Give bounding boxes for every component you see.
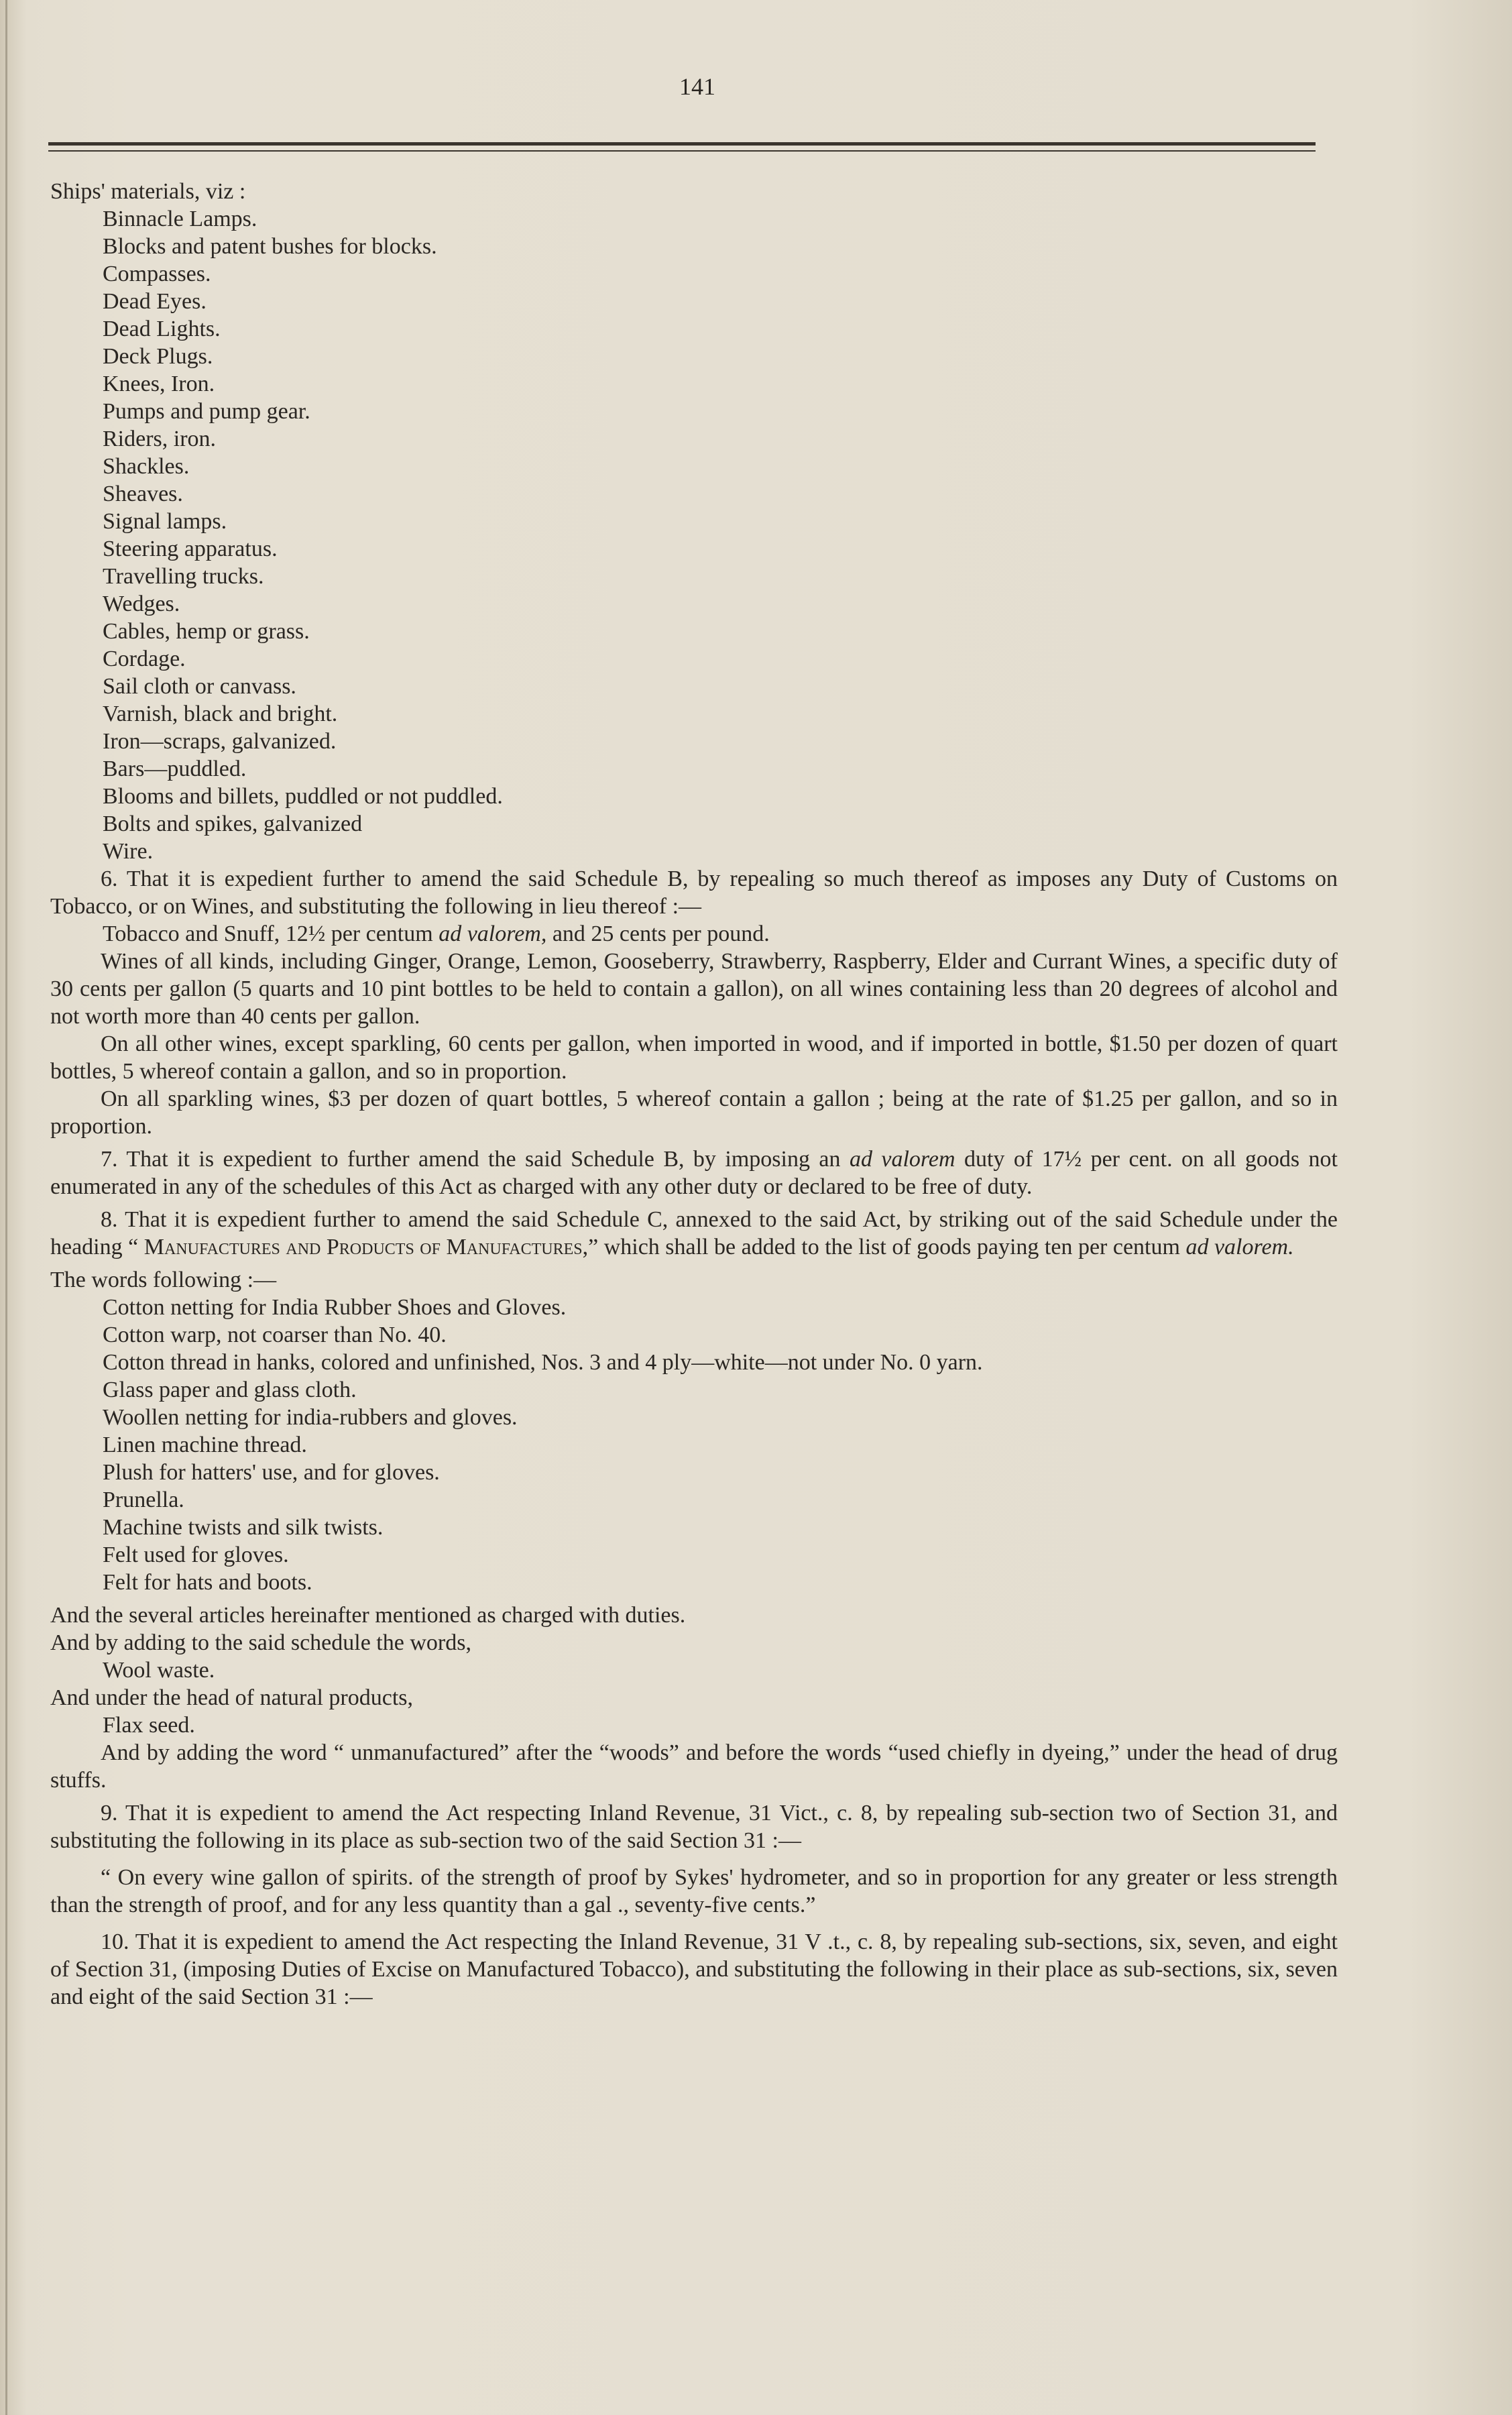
manufactures-item: Woollen netting for india-rubbers and gloves. bbox=[103, 1405, 518, 1430]
ships-material-item: Pumps and pump gear. bbox=[103, 399, 310, 424]
p7-text-b: duty of 17½ per cent. on all goods not enumerated in any of the schedules of this Act as charged with any other duty or declared to be free of duty. bbox=[50, 1147, 1338, 1199]
manufactures-item: Cotton warp, not coarser than No. 40. bbox=[103, 1323, 447, 1347]
tobacco-text-b: and 25 cents per pound. bbox=[546, 921, 770, 946]
words-following: The words following :— bbox=[50, 1268, 277, 1292]
manufactures-item: Prunella. bbox=[103, 1487, 184, 1512]
page-number: 141 bbox=[679, 73, 715, 100]
manufactures-item: Glass paper and glass cloth. bbox=[103, 1378, 357, 1402]
ships-material-item: Dead Eyes. bbox=[103, 289, 207, 314]
p7-ad-valorem: ad valorem bbox=[849, 1147, 955, 1172]
paragraph-10: 10. That it is expedient to amend the Act respecting the Inland Revenue, 31 V .t., c. 8, by repealing sub-sections, six, seven, and eight of Section 31, (imposing Duties of Excise on Manufactured Tobacco), and substituting the following in their place as sub-sections, six, seven and eight of the said Section 31 :— bbox=[50, 1929, 1338, 2009]
p8-ad-valorem: ad valorem. bbox=[1185, 1235, 1294, 1259]
page-spine bbox=[5, 0, 7, 2415]
ships-material-item: Knees, Iron. bbox=[103, 372, 215, 396]
several-articles: And the several articles hereinafter mentioned as charged with duties. bbox=[50, 1603, 686, 1628]
ships-material-item: Blooms and billets, puddled or not puddled. bbox=[103, 784, 503, 809]
ships-material-item: Deck Plugs. bbox=[103, 344, 213, 369]
ships-material-item: Wire. bbox=[103, 839, 154, 864]
wines-all-kinds: Wines of all kinds, including Ginger, Orange, Lemon, Gooseberry, Strawberry, Raspberry, Elder and Currant Wines, a specific duty of 30 cents per gallon (5 quarts and 10 pint bottles to be held to contain a gallon), on all wines containing less than 20 degrees of alcohol and not worth more than 40 cents per gallon. bbox=[50, 949, 1338, 1029]
manufactures-item: Linen machine thread. bbox=[103, 1433, 307, 1457]
adding-to-schedule: And by adding to the said schedule the words, bbox=[50, 1630, 471, 1655]
ships-materials-heading: Ships' materials, viz : bbox=[50, 179, 246, 204]
ships-material-item: Bars—puddled. bbox=[103, 756, 247, 781]
p8-heading: Manufactures and Products of Manufactures bbox=[143, 1235, 583, 1259]
p8-text-a: 8. That it is expedient further to amend the said Schedule C, annexed to the said Act, by striking out of the said Schedule under the heading “ bbox=[50, 1207, 1338, 1259]
ships-material-item: Riders, iron. bbox=[103, 427, 217, 451]
unmanufactured-clause: And by adding the word “ unmanufactured” after the “woods” and before the words “used chiefly in dyeing,” under the head of drug stuffs. bbox=[50, 1740, 1338, 1793]
ships-material-item: Iron—scraps, galvanized. bbox=[103, 729, 337, 754]
ships-material-item: Steering apparatus. bbox=[103, 537, 278, 561]
manufactures-item: Cotton thread in hanks, colored and unfinished, Nos. 3 and 4 ply—white—not under No. 0 yarn. bbox=[103, 1350, 983, 1375]
ships-material-item: Cables, hemp or grass. bbox=[103, 619, 310, 644]
spirits-quote: “ On every wine gallon of spirits. of the strength of proof by Sykes' hydrometer, and so in proportion for any greater or less strength than the strength of proof, and for any less quantity than a gal ., seventy-five cents.” bbox=[50, 1865, 1338, 1917]
manufactures-list bbox=[50, 1294, 1338, 1596]
ships-material-item: Bolts and spikes, galvanized bbox=[103, 811, 363, 836]
tobacco-text-a: Tobacco and Snuff, 12½ per centum bbox=[103, 921, 439, 946]
wines-other: On all other wines, except sparkling, 60 cents per gallon, when imported in wood, and if imported in bottle, $1.50 per dozen of quart bottles, 5 whereof contain a gallon, and so in proportion. bbox=[50, 1031, 1338, 1084]
ships-material-item: Wedges. bbox=[103, 592, 180, 616]
flax-seed: Flax seed. bbox=[103, 1713, 195, 1738]
ships-material-item: Dead Lights. bbox=[103, 317, 221, 341]
document-body bbox=[50, 178, 1338, 2011]
ships-material-item: Cordage. bbox=[103, 647, 186, 671]
header-rule-thin bbox=[48, 150, 1316, 152]
paragraph-9: 9. That it is expedient to amend the Act respecting Inland Revenue, 31 Vict., c. 8, by repealing sub-section two of Section 31, and substituting the following in its place as sub-section two of the said Section 31 :— bbox=[50, 1801, 1338, 1853]
tobacco-ad-valorem: ad valorem, bbox=[439, 921, 547, 946]
ships-material-item: Sail cloth or canvass. bbox=[103, 674, 296, 699]
ships-material-item: Shackles. bbox=[103, 454, 190, 479]
natural-products: And under the head of natural products, bbox=[50, 1685, 413, 1710]
paragraph-6: 6. That it is expedient further to amend the said Schedule B, by repealing so much thereof as imposes any Duty of Customs on Tobacco, or on Wines, and substituting the following in lieu thereof :— bbox=[50, 866, 1338, 919]
ships-material-item: Blocks and patent bushes for blocks. bbox=[103, 234, 437, 259]
manufactures-item: Plush for hatters' use, and for gloves. bbox=[103, 1460, 440, 1485]
ships-material-item: Compasses. bbox=[103, 262, 211, 286]
ships-material-item: Travelling trucks. bbox=[103, 564, 264, 589]
manufactures-item: Felt for hats and boots. bbox=[103, 1570, 312, 1595]
header-rule bbox=[48, 142, 1316, 146]
p7-text-a: 7. That it is expedient to further amend the said Schedule B, by imposing an bbox=[101, 1147, 850, 1172]
manufactures-item: Felt used for gloves. bbox=[103, 1542, 289, 1567]
p8-text-b: ,” which shall be added to the list of goods paying ten per centum bbox=[582, 1235, 1186, 1259]
wines-sparkling: On all sparkling wines, $3 per dozen of quart bottles, 5 whereof contain a gallon ; being at the rate of $1.25 per gallon, and so in proportion. bbox=[50, 1086, 1338, 1139]
ships-material-item: Signal lamps. bbox=[103, 509, 227, 534]
paragraph-8 bbox=[50, 1206, 1338, 1261]
ships-material-item: Sheaves. bbox=[103, 482, 183, 506]
ships-material-item: Binnacle Lamps. bbox=[103, 207, 257, 231]
wool-waste: Wool waste. bbox=[103, 1658, 215, 1683]
ships-materials-list bbox=[50, 205, 1338, 865]
paragraph-7 bbox=[50, 1145, 1338, 1200]
manufactures-item: Cotton netting for India Rubber Shoes and Gloves. bbox=[103, 1295, 567, 1320]
ships-material-item: Varnish, black and bright. bbox=[103, 701, 338, 726]
manufactures-item: Machine twists and silk twists. bbox=[103, 1515, 384, 1540]
tobacco-duty-line bbox=[50, 920, 1338, 948]
